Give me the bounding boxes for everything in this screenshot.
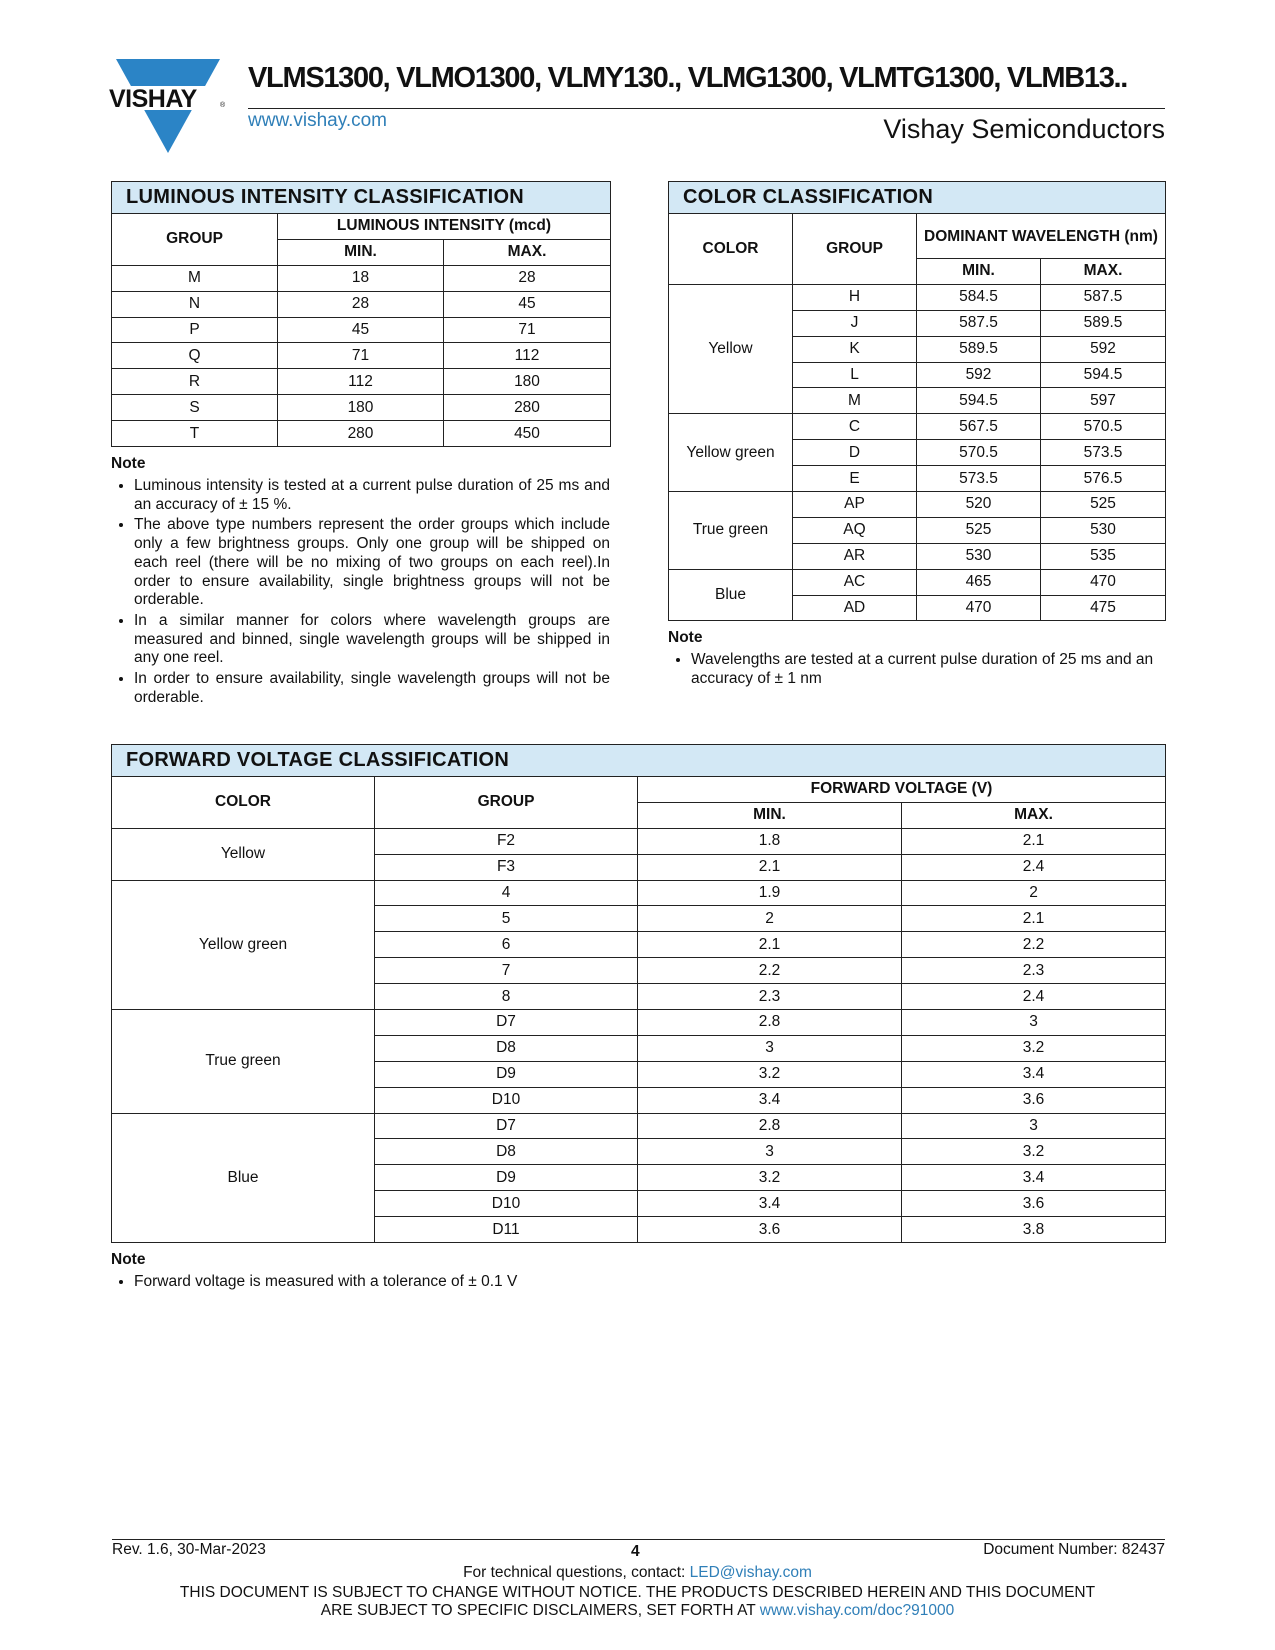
luminous-table — [111, 181, 611, 447]
table-row — [112, 1113, 1166, 1139]
cell-max: 2.1 — [902, 828, 1166, 854]
color-name: True green — [112, 1010, 375, 1114]
cell-max: 3 — [902, 1010, 1166, 1036]
cell-group: D9 — [375, 1165, 638, 1191]
cell-group: H — [793, 284, 917, 310]
cell-group: D7 — [375, 1010, 638, 1036]
luminous-col-min: MIN. — [278, 239, 444, 265]
cell-min: 525 — [917, 517, 1041, 543]
cell-min: 587.5 — [917, 310, 1041, 336]
cell-max: 2.2 — [902, 932, 1166, 958]
table-row — [669, 492, 1166, 518]
forward-notes — [111, 1273, 1165, 1292]
cell-min: 28 — [278, 291, 444, 317]
vishay-logo — [108, 56, 228, 156]
cell-group: D — [793, 440, 917, 466]
cell-max: 530 — [1041, 517, 1166, 543]
color-name: Yellow green — [112, 880, 375, 1009]
color-name: Yellow — [669, 284, 793, 413]
note-item: • Wavelengths are tested at a current pulse duration of 25 ms and an accuracy of ± 1 nm — [691, 651, 1165, 688]
table-row — [112, 421, 611, 447]
cell-max: 3.2 — [902, 1139, 1166, 1165]
color-table — [668, 181, 1166, 621]
cell-max: 3.6 — [902, 1087, 1166, 1113]
cell-group: 4 — [375, 880, 638, 906]
cell-min: 530 — [917, 543, 1041, 569]
contact-line — [0, 1564, 1275, 1582]
cell-max: 2.4 — [902, 854, 1166, 880]
cell-min: 2.3 — [638, 984, 902, 1010]
cell-min: 592 — [917, 362, 1041, 388]
disclaimer-link[interactable]: www.vishay.com/doc?91000 — [759, 1602, 955, 1619]
color-name: Blue — [112, 1113, 375, 1242]
forward-section — [111, 744, 1165, 1294]
cell-max: 450 — [444, 421, 611, 447]
table-row — [112, 828, 1166, 854]
cell-group: AP — [793, 492, 917, 518]
cell-min: 2.1 — [638, 854, 902, 880]
cell-group: AR — [793, 543, 917, 569]
cell-group: T — [112, 421, 278, 447]
color-col-main: DOMINANT WAVELENGTH (nm) — [917, 214, 1166, 259]
luminous-col-max: MAX. — [444, 239, 611, 265]
color-notes — [668, 651, 1165, 688]
table-row — [669, 414, 1166, 440]
forward-col-group: GROUP — [375, 777, 638, 829]
cell-group: L — [793, 362, 917, 388]
cell-min: 589.5 — [917, 336, 1041, 362]
table-row — [669, 569, 1166, 595]
cell-group: D11 — [375, 1217, 638, 1243]
cell-group: 8 — [375, 984, 638, 1010]
cell-min: 3.2 — [638, 1061, 902, 1087]
cell-group: D8 — [375, 1139, 638, 1165]
cell-group: AC — [793, 569, 917, 595]
cell-min: 1.9 — [638, 880, 902, 906]
disclaimer-line-2-text: ARE SUBJECT TO SPECIFIC DISCLAIMERS, SET FORTH AT — [320, 1602, 760, 1619]
color-section — [668, 181, 1165, 691]
cell-max: 2.1 — [902, 906, 1166, 932]
cell-group: K — [793, 336, 917, 362]
cell-max: 3.8 — [902, 1217, 1166, 1243]
cell-min: 2.1 — [638, 932, 902, 958]
cell-group: P — [112, 317, 278, 343]
color-col-group: GROUP — [793, 214, 917, 285]
cell-max: 3.4 — [902, 1165, 1166, 1191]
table-row — [112, 317, 611, 343]
color-caption: COLOR CLASSIFICATION — [669, 182, 1166, 214]
luminous-caption: LUMINOUS INTENSITY CLASSIFICATION — [112, 182, 611, 214]
contact-email-link[interactable]: LED@vishay.com — [689, 1564, 812, 1581]
note-item: • In order to ensure availability, single wavelength groups will not be orderable. — [134, 670, 610, 707]
cell-min: 3.6 — [638, 1217, 902, 1243]
cell-max: 112 — [444, 343, 611, 369]
cell-min: 573.5 — [917, 466, 1041, 492]
cell-group: D8 — [375, 1035, 638, 1061]
cell-group: D10 — [375, 1087, 638, 1113]
cell-max: 576.5 — [1041, 466, 1166, 492]
disclaimer-line-1: THIS DOCUMENT IS SUBJECT TO CHANGE WITHOUT NOTICE. THE PRODUCTS DESCRIBED HEREIN AND THIS DOCUMENT — [179, 1584, 1096, 1601]
table-row — [112, 265, 611, 291]
note-item: • The above type numbers represent the order groups which include only a few brightness groups. Only one group will be shipped on each reel (there will be no mixing of two groups on each reel).In order to ensure availability, single brightness groups will not be orderable. — [134, 516, 610, 610]
cell-min: 470 — [917, 595, 1041, 621]
cell-max: 3 — [902, 1113, 1166, 1139]
forward-col-color: COLOR — [112, 777, 375, 829]
page-number: 4 — [631, 1543, 640, 1560]
cell-min: 2 — [638, 906, 902, 932]
cell-max: 2 — [902, 880, 1166, 906]
document-number: Document Number: 82437 — [983, 1541, 1165, 1558]
header-rule — [248, 108, 1165, 109]
cell-max: 28 — [444, 265, 611, 291]
cell-max: 180 — [444, 369, 611, 395]
cell-min: 570.5 — [917, 440, 1041, 466]
cell-min: 180 — [278, 395, 444, 421]
disclaimer-line-2 — [0, 1602, 1275, 1620]
cell-max: 589.5 — [1041, 310, 1166, 336]
cell-min: 1.8 — [638, 828, 902, 854]
cell-group: F3 — [375, 854, 638, 880]
note-item: • Forward voltage is measured with a tolerance of ± 0.1 V — [134, 1273, 1165, 1292]
cell-min: 2.2 — [638, 958, 902, 984]
cell-group: AD — [793, 595, 917, 621]
cell-max: 45 — [444, 291, 611, 317]
cell-group: M — [112, 265, 278, 291]
cell-min: 465 — [917, 569, 1041, 595]
cell-group: 7 — [375, 958, 638, 984]
color-note-title: Note — [668, 629, 703, 647]
forward-table — [111, 744, 1166, 1243]
footer-rule — [112, 1539, 1165, 1540]
luminous-col-group: GROUP — [112, 214, 278, 266]
cell-min: 567.5 — [917, 414, 1041, 440]
table-row — [112, 369, 611, 395]
luminous-notes — [111, 477, 610, 707]
cell-max: 570.5 — [1041, 414, 1166, 440]
cell-max: 573.5 — [1041, 440, 1166, 466]
svg-text:VISHAY: VISHAY — [109, 85, 197, 113]
note-item: • Luminous intensity is tested at a current pulse duration of 25 ms and an accuracy of ± 15 %. — [134, 477, 610, 514]
disclaimer — [0, 1584, 1275, 1620]
cell-max: 280 — [444, 395, 611, 421]
forward-note-title: Note — [111, 1251, 146, 1269]
cell-max: 597 — [1041, 388, 1166, 414]
cell-group: N — [112, 291, 278, 317]
website-link[interactable]: www.vishay.com — [248, 110, 388, 131]
color-name: Yellow green — [669, 414, 793, 492]
cell-group: D10 — [375, 1191, 638, 1217]
cell-min: 3 — [638, 1139, 902, 1165]
luminous-note-title: Note — [111, 455, 146, 473]
cell-min: 112 — [278, 369, 444, 395]
color-col-max: MAX. — [1041, 259, 1166, 285]
cell-max: 475 — [1041, 595, 1166, 621]
cell-min: 520 — [917, 492, 1041, 518]
cell-max: 587.5 — [1041, 284, 1166, 310]
cell-max: 3.2 — [902, 1035, 1166, 1061]
cell-min: 3 — [638, 1035, 902, 1061]
cell-max: 71 — [444, 317, 611, 343]
cell-group: M — [793, 388, 917, 414]
forward-caption: FORWARD VOLTAGE CLASSIFICATION — [112, 745, 1166, 777]
cell-group: D7 — [375, 1113, 638, 1139]
table-row — [112, 1010, 1166, 1036]
cell-max: 535 — [1041, 543, 1166, 569]
luminous-section — [111, 181, 610, 709]
cell-min: 2.8 — [638, 1113, 902, 1139]
cell-group: 6 — [375, 932, 638, 958]
color-name: Yellow — [112, 828, 375, 880]
cell-min: 280 — [278, 421, 444, 447]
cell-group: E — [793, 466, 917, 492]
cell-group: S — [112, 395, 278, 421]
cell-max: 525 — [1041, 492, 1166, 518]
table-row — [669, 284, 1166, 310]
color-col-color: COLOR — [669, 214, 793, 285]
cell-group: AQ — [793, 517, 917, 543]
color-col-min: MIN. — [917, 259, 1041, 285]
forward-col-max: MAX. — [902, 802, 1166, 828]
cell-group: F2 — [375, 828, 638, 854]
cell-group: 5 — [375, 906, 638, 932]
document-title: VLMS1300, VLMO1300, VLMY130., VLMG1300, VLMTG1300, VLMB13.. — [248, 62, 1128, 94]
luminous-col-main: LUMINOUS INTENSITY (mcd) — [278, 214, 611, 240]
color-name: True green — [669, 492, 793, 570]
table-row — [112, 395, 611, 421]
cell-max: 3.4 — [902, 1061, 1166, 1087]
cell-min: 594.5 — [917, 388, 1041, 414]
revision: Rev. 1.6, 30-Mar-2023 — [112, 1541, 266, 1558]
cell-min: 3.4 — [638, 1087, 902, 1113]
cell-min: 18 — [278, 265, 444, 291]
color-name: Blue — [669, 569, 793, 621]
cell-min: 2.8 — [638, 1010, 902, 1036]
cell-max: 3.6 — [902, 1191, 1166, 1217]
contact-prefix: For technical questions, contact: — [463, 1564, 690, 1581]
cell-max: 2.4 — [902, 984, 1166, 1010]
cell-min: 71 — [278, 343, 444, 369]
table-row — [112, 880, 1166, 906]
cell-group: D9 — [375, 1061, 638, 1087]
cell-group: C — [793, 414, 917, 440]
table-row — [112, 291, 611, 317]
svg-text:®: ® — [220, 102, 226, 109]
cell-min: 584.5 — [917, 284, 1041, 310]
cell-max: 470 — [1041, 569, 1166, 595]
note-item: • In a similar manner for colors where wavelength groups are measured and binned, single wavelength groups will be shipped in any one reel. — [134, 612, 610, 668]
cell-max: 2.3 — [902, 958, 1166, 984]
cell-min: 3.2 — [638, 1165, 902, 1191]
table-row — [112, 343, 611, 369]
cell-min: 45 — [278, 317, 444, 343]
forward-col-main: FORWARD VOLTAGE (V) — [638, 777, 1166, 803]
company-name: Vishay Semiconductors — [883, 114, 1165, 144]
cell-min: 3.4 — [638, 1191, 902, 1217]
cell-max: 592 — [1041, 336, 1166, 362]
cell-max: 594.5 — [1041, 362, 1166, 388]
cell-group: J — [793, 310, 917, 336]
cell-group: R — [112, 369, 278, 395]
cell-group: Q — [112, 343, 278, 369]
forward-col-min: MIN. — [638, 802, 902, 828]
